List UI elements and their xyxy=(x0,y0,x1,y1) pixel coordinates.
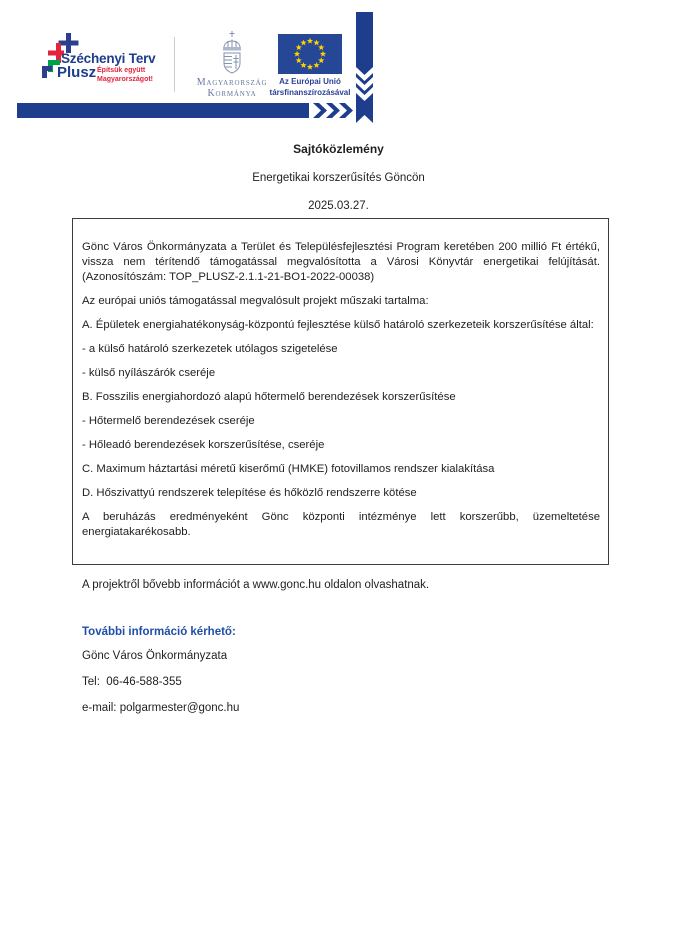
contact-email: e-mail: polgarmester@gonc.hu xyxy=(82,702,240,714)
szechenyi-logo-name: Széchenyi Terv xyxy=(61,51,156,66)
szechenyi-logo-plusz: Plusz xyxy=(57,64,97,81)
pressbox-paragraph: A. Épületek energiahatékonyság-központú fejlesztése külső határoló szerkezeteik korszerűsítése által: xyxy=(82,319,594,331)
szechenyi-tagline-line1: Építsük együtt xyxy=(97,67,146,74)
pressbox-paragraph: A beruházás eredményeként Gönc központi intézménye lett korszerűbb, üzemeltetése energiatakarékosabb. xyxy=(82,511,600,538)
szechenyi-logo-tagline xyxy=(97,67,153,84)
document-heading: Sajtóközlemény xyxy=(293,142,384,156)
document-date: 2025.03.27. xyxy=(308,200,369,212)
title-block xyxy=(0,142,677,212)
eu-cofunding-line2: társfinanszírozásával xyxy=(269,87,351,97)
government-label-line2: Kormánya xyxy=(207,88,257,99)
szechenyi-tagline-line2: Magyarországot! xyxy=(97,75,154,83)
pressbox-paragraph: B. Fosszilis energiahordozó alapú hőtermelő berendezések korszerűsítése xyxy=(82,391,456,403)
pressbox-paragraph: - Hőleadó berendezések korszerűsítése, cseréje xyxy=(82,439,325,451)
contact-organization: Gönc Város Önkormányzata xyxy=(82,650,228,662)
contact-phone: Tel: 06-46-588-355 xyxy=(82,676,182,688)
pressbox-paragraph: Az európai uniós támogatással megvalósult projekt műszaki tartalma: xyxy=(82,295,429,307)
pressbox-paragraph: - Hőtermelő berendezések cseréje xyxy=(82,415,255,427)
pressbox-paragraph: - külső nyílászárók cseréje xyxy=(82,367,216,379)
pressbox-paragraph: Gönc Város Önkormányzata a Terület és Településfejlesztési Program keretében 200 millió Ft értékű, vissza nem térítendő támogatással megvalósította a Városi Könyvtár energetikai felújítását. (Azonosítószám: TOP_PLUSZ-2.1.1-21-BO1-2022-00038) xyxy=(82,241,600,283)
hungary-coat-of-arms-icon xyxy=(214,31,250,75)
contact-heading: További információ kérhető: xyxy=(82,626,236,638)
pressbox-paragraph: C. Maximum háztartási méretű kiserőmű (HMKE) fotovillamos rendszer kialakítása xyxy=(82,463,495,475)
eu-cofunding-label xyxy=(248,77,372,98)
pressbox-paragraph: - a külső határoló szerkezetek utólagos szigetelése xyxy=(82,343,338,355)
project-more-info-line: A projektről bővebb információt a www.gonc.hu oldalon olvashatnak. xyxy=(82,579,430,591)
government-label-line1: Magyarország xyxy=(196,77,268,88)
pressbox-paragraph: D. Hőszivattyú rendszerek telepítése és hőközlő rendszerre kötése xyxy=(82,487,417,499)
document-subtitle: Energetikai korszerűsítés Göncön xyxy=(252,172,425,184)
eu-flag-icon xyxy=(278,34,342,74)
eu-cofunding-line1: Az Európai Unió xyxy=(279,77,341,86)
press-release-box xyxy=(72,218,609,565)
